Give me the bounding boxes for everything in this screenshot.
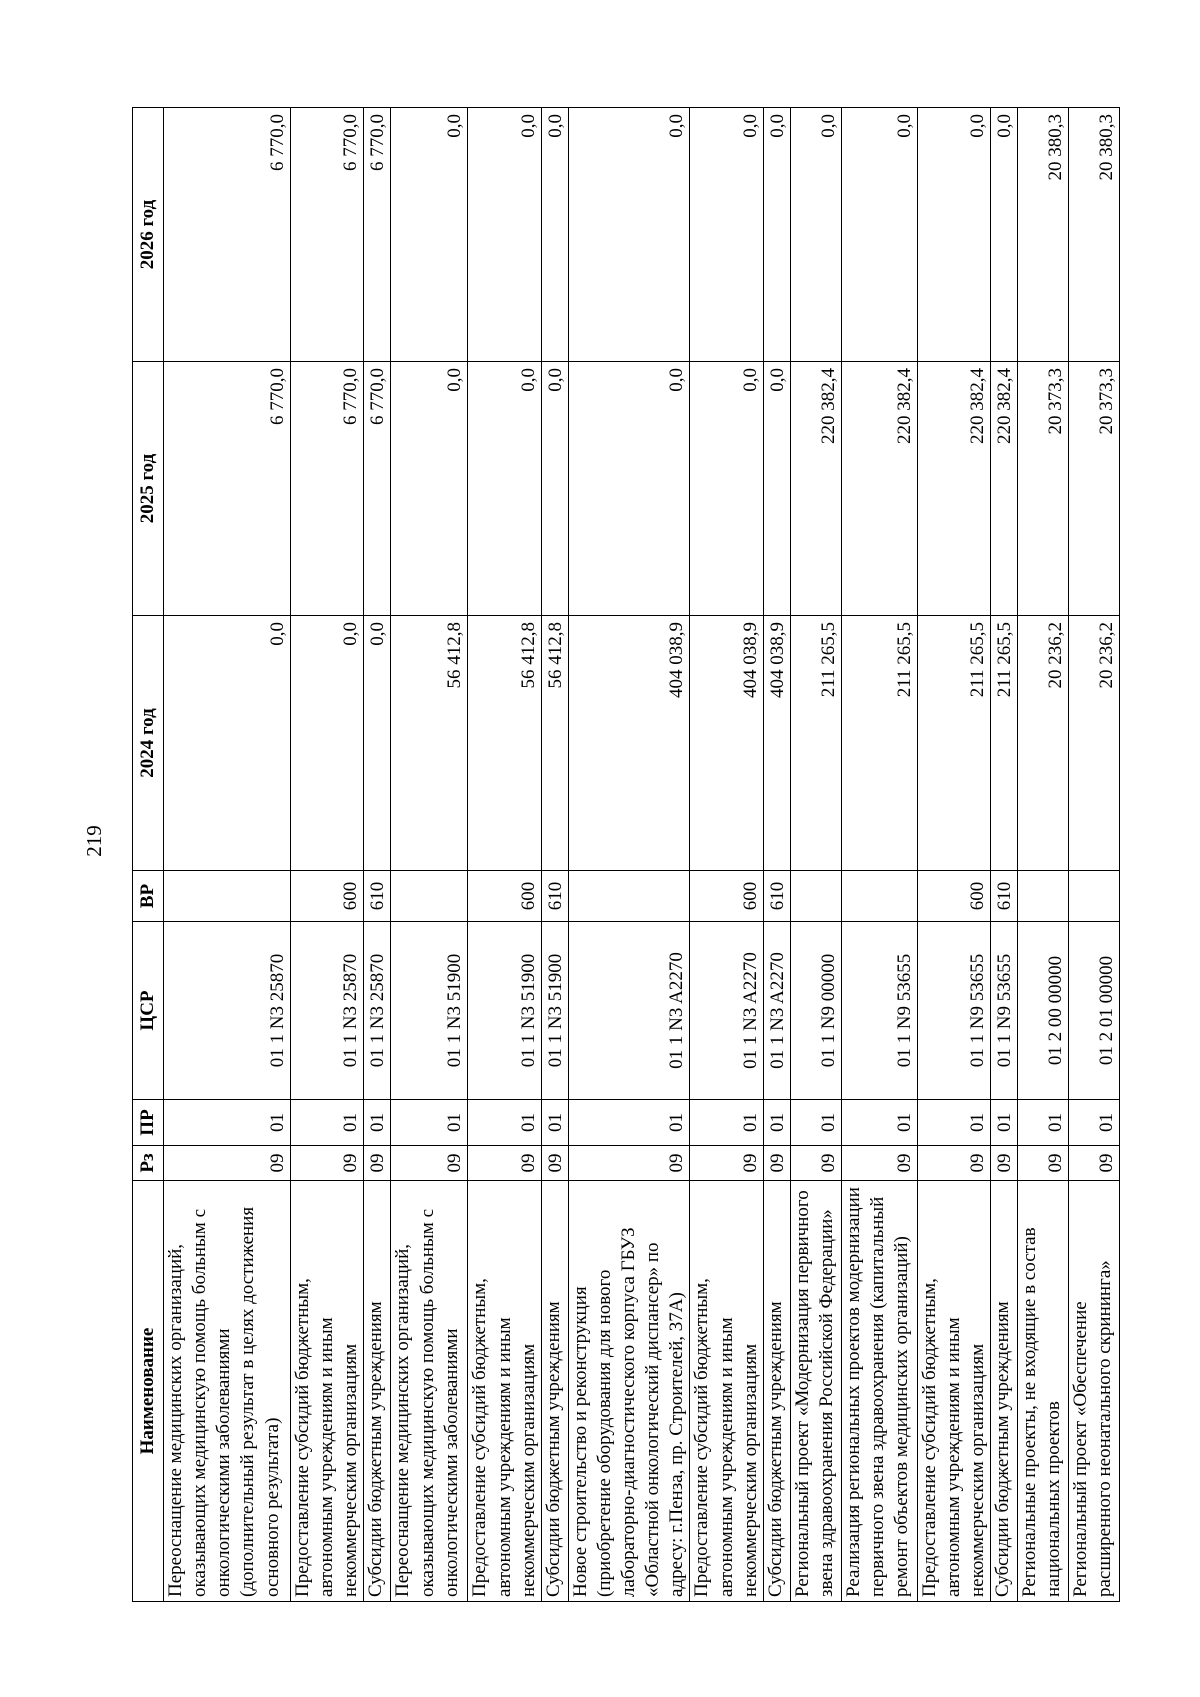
cell-2024: 56 412,8 [541,616,568,871]
cell-pr: 01 [291,1100,364,1146]
cell-csr: 01 1 N3 A2270 [763,922,790,1100]
cell-name: Новое строительство и реконструкция (приобретение оборудования для нового лабораторно-диагностического корпуса ГБУЗ «Областной онкологический диспансер» по адресу: г.Пенза, пр. Строителей, 37А) [568,1181,690,1602]
cell-pr: 01 [164,1100,291,1146]
cell-2026: 0,0 [841,108,917,362]
cell-name: Субсидии бюджетным учреждениям [364,1181,391,1602]
cell-csr: 01 1 N3 25870 [291,922,364,1100]
cell-2026: 0,0 [790,108,841,362]
cell-2025: 6 770,0 [364,362,391,616]
cell-csr: 01 1 N3 A2270 [568,922,690,1100]
cell-pr: 01 [568,1100,690,1146]
cell-pr: 01 [1069,1100,1120,1146]
cell-rz: 09 [541,1146,568,1181]
cell-2026: 0,0 [541,108,568,362]
cell-vr [164,871,291,922]
cell-name: Региональный проект «Обеспечение расширенного неонатального скрининга» [1069,1181,1120,1602]
cell-name: Предоставление субсидий бюджетным, автономным учреждениям и иным некоммерческим организациям [690,1181,763,1602]
cell-rz: 09 [690,1146,763,1181]
cell-vr [790,871,841,922]
cell-pr: 01 [991,1100,1018,1146]
cell-2024: 0,0 [291,616,364,871]
table-header-row [133,108,164,1602]
cell-2024: 404 038,9 [763,616,790,871]
cell-rz: 09 [1018,1146,1069,1181]
cell-vr: 610 [541,871,568,922]
table-row [364,108,391,1602]
cell-2025: 220 382,4 [841,362,917,616]
cell-csr: 01 1 N3 A2270 [690,922,763,1100]
cell-rz: 09 [1069,1146,1120,1181]
cell-rz: 09 [790,1146,841,1181]
header-pr: ПР [133,1100,164,1146]
table-row [1018,108,1069,1602]
cell-pr: 01 [468,1100,541,1146]
cell-2025: 6 770,0 [164,362,291,616]
cell-rz: 09 [841,1146,917,1181]
cell-2026: 6 770,0 [364,108,391,362]
cell-csr: 01 1 N9 53655 [841,922,917,1100]
cell-2026: 20 380,3 [1069,108,1120,362]
cell-2025: 0,0 [568,362,690,616]
header-2025: 2025 год [133,362,164,616]
cell-name: Реализация региональных проектов модернизации первичного звена здравоохранения (капитальный ремонт объектов медицинских организаций) [841,1181,917,1602]
cell-2026: 0,0 [468,108,541,362]
budget-table [132,107,1120,1602]
cell-2024: 404 038,9 [690,616,763,871]
cell-name: Переоснащение медицинских организаций, оказывающих медицинскую помощь больным с онкологическими заболеваниями [391,1181,468,1602]
cell-rz: 09 [917,1146,990,1181]
cell-vr: 610 [991,871,1018,922]
cell-name: Предоставление субсидий бюджетным, автономным учреждениям и иным некоммерческим организациям [917,1181,990,1602]
cell-csr: 01 2 00 00000 [1018,922,1069,1100]
table-row [1069,108,1120,1602]
cell-name: Предоставление субсидий бюджетным, автономным учреждениям и иным некоммерческим организациям [291,1181,364,1602]
cell-2025: 220 382,4 [790,362,841,616]
cell-vr [1069,871,1120,922]
cell-vr [391,871,468,922]
cell-2026: 20 380,3 [1018,108,1069,362]
cell-2026: 0,0 [391,108,468,362]
cell-2024: 211 265,5 [790,616,841,871]
cell-2026: 0,0 [991,108,1018,362]
cell-csr: 01 1 N3 51900 [468,922,541,1100]
page-number: 219 [82,825,106,857]
cell-2024: 20 236,2 [1018,616,1069,871]
cell-2026: 6 770,0 [164,108,291,362]
header-vr: ВР [133,871,164,922]
table-row [790,108,841,1602]
cell-name: Субсидии бюджетным учреждениям [541,1181,568,1602]
cell-vr: 600 [917,871,990,922]
header-2026: 2026 год [133,108,164,362]
cell-name: Субсидии бюджетным учреждениям [763,1181,790,1602]
table-container [132,108,1117,1602]
cell-2024: 211 265,5 [917,616,990,871]
cell-pr: 01 [391,1100,468,1146]
cell-2025: 0,0 [690,362,763,616]
cell-rz: 09 [364,1146,391,1181]
header-2024: 2024 год [133,616,164,871]
cell-2024: 0,0 [364,616,391,871]
cell-vr [1018,871,1069,922]
cell-2024: 20 236,2 [1069,616,1120,871]
cell-2025: 0,0 [541,362,568,616]
header-name: Наименование [133,1181,164,1602]
table-row [291,108,364,1602]
table-row [763,108,790,1602]
cell-2025: 220 382,4 [991,362,1018,616]
cell-name: Субсидии бюджетным учреждениям [991,1181,1018,1602]
cell-csr: 01 1 N3 25870 [164,922,291,1100]
cell-pr: 01 [763,1100,790,1146]
table-row [391,108,468,1602]
cell-2024: 404 038,9 [568,616,690,871]
cell-vr: 600 [690,871,763,922]
cell-2025: 220 382,4 [917,362,990,616]
cell-pr: 01 [790,1100,841,1146]
cell-csr: 01 1 N9 00000 [790,922,841,1100]
cell-pr: 01 [690,1100,763,1146]
cell-vr: 600 [291,871,364,922]
table-row [468,108,541,1602]
cell-2025: 0,0 [763,362,790,616]
cell-csr: 01 1 N9 53655 [917,922,990,1100]
table-body [164,108,1120,1602]
table-row [841,108,917,1602]
header-csr: ЦСР [133,922,164,1100]
cell-rz: 09 [468,1146,541,1181]
cell-pr: 01 [1018,1100,1069,1146]
cell-csr: 01 2 01 00000 [1069,922,1120,1100]
cell-2024: 0,0 [164,616,291,871]
cell-name: Региональные проекты, не входящие в состав национальных проектов [1018,1181,1069,1602]
table-row [541,108,568,1602]
cell-vr: 610 [763,871,790,922]
table-row [568,108,690,1602]
cell-name: Предоставление субсидий бюджетным, автономным учреждениям и иным некоммерческим организациям [468,1181,541,1602]
cell-csr: 01 1 N3 51900 [391,922,468,1100]
cell-name: Региональный проект «Модернизация первичного звена здравоохранения Российской Федерации» [790,1181,841,1602]
cell-2024: 211 265,5 [841,616,917,871]
cell-vr: 610 [364,871,391,922]
cell-csr: 01 1 N3 51900 [541,922,568,1100]
cell-rz: 09 [568,1146,690,1181]
cell-2024: 211 265,5 [991,616,1018,871]
cell-2026: 0,0 [917,108,990,362]
cell-rz: 09 [164,1146,291,1181]
cell-2026: 0,0 [763,108,790,362]
cell-pr: 01 [364,1100,391,1146]
table-row [164,108,291,1602]
cell-csr: 01 1 N9 53655 [991,922,1018,1100]
cell-csr: 01 1 N3 25870 [364,922,391,1100]
cell-rz: 09 [991,1146,1018,1181]
cell-vr [568,871,690,922]
cell-pr: 01 [841,1100,917,1146]
cell-2025: 6 770,0 [291,362,364,616]
cell-name: Переоснащение медицинских организаций, оказывающих медицинскую помощь больным с онкологическими заболеваниями (дополнительный результат в целях достижения основного результата) [164,1181,291,1602]
cell-2026: 6 770,0 [291,108,364,362]
cell-2025: 0,0 [391,362,468,616]
table-row [991,108,1018,1602]
cell-pr: 01 [541,1100,568,1146]
cell-vr [841,871,917,922]
cell-rz: 09 [763,1146,790,1181]
table-row [917,108,990,1602]
cell-vr: 600 [468,871,541,922]
table-row [690,108,763,1602]
cell-2025: 0,0 [468,362,541,616]
header-rz: Рз [133,1146,164,1181]
cell-2025: 20 373,3 [1069,362,1120,616]
cell-2025: 20 373,3 [1018,362,1069,616]
cell-rz: 09 [291,1146,364,1181]
cell-rz: 09 [391,1146,468,1181]
cell-2026: 0,0 [690,108,763,362]
cell-2024: 56 412,8 [391,616,468,871]
cell-2024: 56 412,8 [468,616,541,871]
cell-2026: 0,0 [568,108,690,362]
cell-pr: 01 [917,1100,990,1146]
